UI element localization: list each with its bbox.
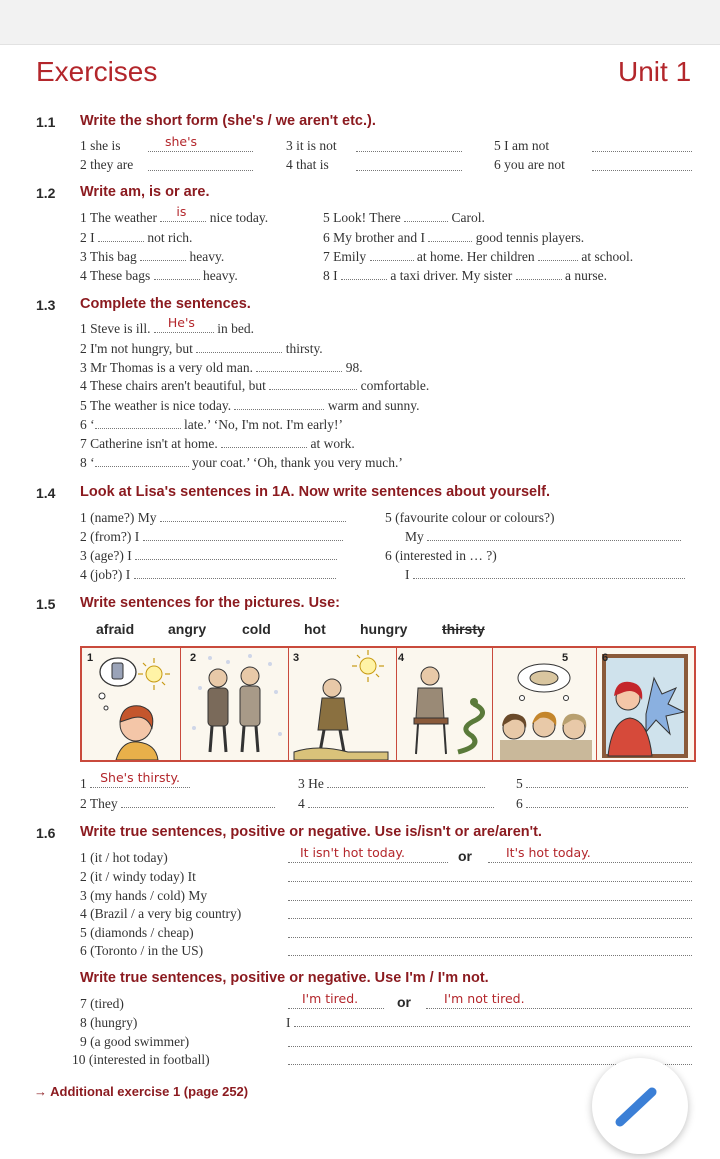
hungry-people-illustration	[492, 648, 596, 760]
section-heading-1-6b: Write true sentences, positive or negative. Use I'm / I'm not.	[80, 970, 489, 986]
thirsty-woman-illustration	[82, 648, 180, 760]
word-hot: hot	[304, 621, 326, 637]
section-heading-1-4: Look at Lisa's sentences in 1A. Now write sentences about yourself.	[80, 484, 550, 500]
answer-blank[interactable]	[196, 341, 282, 353]
answer-blank[interactable]	[154, 268, 200, 280]
answer-blank[interactable]	[356, 170, 462, 171]
item-1-2-3: 3 This bag heavy.	[80, 249, 225, 264]
answer-blank[interactable]	[428, 230, 472, 242]
item-1-4-6: 6 (interested in … ?)	[385, 548, 497, 563]
answer-blank[interactable]	[148, 170, 253, 171]
item-1-6-6: 6 (Toronto / in the US)	[80, 943, 204, 958]
item-1-3-2: 2 I'm not hungry, but thirsty.	[80, 341, 323, 356]
handwritten-answer: she's	[165, 134, 198, 149]
answer-blank[interactable]	[148, 151, 253, 152]
answer-blank[interactable]	[288, 881, 692, 882]
section-heading-1-3: Complete the sentences.	[80, 296, 251, 312]
item-1-6-9: 9 (a good swimmer)	[80, 1034, 190, 1049]
item-1-6-3: 3 (my hands / cold) My	[80, 888, 208, 903]
section-heading-1-5: Write sentences for the pictures. Use:	[80, 595, 341, 611]
handwritten-answer: I'm not tired.	[444, 991, 525, 1006]
word-angry: angry	[168, 621, 207, 637]
item-1-4-6-line: I	[405, 567, 685, 583]
item-1-3-3: 3 Mr Thomas is a very old man. 98.	[80, 360, 363, 375]
answer-blank[interactable]	[488, 862, 692, 863]
section-heading-1-1: Write the short form (she's / we aren't etc.).	[80, 113, 376, 129]
answer-1-5-4: 4	[298, 796, 494, 812]
answer-blank[interactable]	[140, 249, 186, 261]
answer-blank[interactable]	[327, 776, 485, 788]
answer-blank[interactable]	[121, 796, 275, 808]
answer-blank[interactable]	[516, 268, 562, 280]
item-1-1-6: 6 you are not	[494, 157, 565, 172]
additional-exercise-link[interactable]: → Additional exercise 1 (page 252)	[34, 1084, 249, 1099]
angry-woman-illustration	[596, 648, 694, 760]
answer-blank[interactable]	[256, 360, 342, 372]
section-number-1-3: 1.3	[36, 297, 56, 313]
answer-blank[interactable]	[592, 151, 692, 152]
or-label: or	[397, 994, 411, 1010]
section-number-1-2: 1.2	[36, 185, 56, 201]
item-1-3-8: 8 ‘ your coat.’ ‘Oh, thank you very much.’	[80, 455, 403, 470]
item-1-6-1: 1 (it / hot today)	[80, 850, 168, 865]
item-1-3-5: 5 The weather is nice today. warm and sunny.	[80, 398, 420, 413]
answer-blank[interactable]	[356, 151, 462, 152]
word-afraid: afraid	[96, 621, 135, 637]
answer-1-5-5: 5	[516, 776, 688, 792]
answer-blank[interactable]	[288, 1008, 384, 1009]
answer-blank[interactable]	[90, 770, 190, 788]
answer-blank[interactable]	[288, 937, 692, 938]
handwritten-answer: He's	[167, 315, 195, 330]
picture-4: 4	[396, 648, 493, 760]
answer-blank[interactable]	[95, 455, 189, 467]
item-1-6-4: 4 (Brazil / a very big country)	[80, 906, 242, 921]
word-cold: cold	[242, 621, 271, 637]
answer-blank[interactable]	[154, 315, 214, 333]
answer-blank[interactable]	[294, 1015, 690, 1027]
or-label: or	[458, 848, 472, 864]
answer-1-5-3: 3 He	[298, 776, 485, 792]
answer-blank[interactable]	[592, 170, 692, 171]
item-1-1-4: 4 that is	[286, 157, 329, 172]
answer-blank[interactable]	[288, 862, 448, 863]
afraid-person-illustration	[396, 648, 492, 760]
item-1-1-3: 3 it is not	[286, 138, 337, 153]
answer-blank[interactable]	[95, 417, 181, 429]
item-1-3-7: 7 Catherine isn't at home. at work.	[80, 436, 355, 451]
item-1-4-1: 1 (name?) My	[80, 510, 346, 526]
item-1-6-8-line: I	[286, 1015, 690, 1031]
section-number-1-4: 1.4	[36, 485, 56, 501]
handwritten-answer: is	[176, 204, 187, 219]
item-1-2-4: 4 These bags heavy.	[80, 268, 238, 283]
answer-blank[interactable]	[234, 398, 324, 410]
answer-blank[interactable]	[135, 548, 337, 560]
item-1-2-5: 5 Look! There Carol.	[323, 210, 485, 225]
section-number-1-1: 1.1	[36, 114, 56, 130]
answer-1-5-2: 2 They	[80, 796, 275, 812]
item-1-2-6: 6 My brother and I good tennis players.	[323, 230, 585, 245]
picture-2: 2	[180, 648, 289, 760]
item-1-1-5: 5 I am not	[494, 138, 550, 153]
item-1-6-2: 2 (it / windy today) It	[80, 869, 196, 884]
answer-blank[interactable]	[538, 249, 578, 261]
word-hungry: hungry	[360, 621, 408, 637]
word-thirsty: thirsty	[442, 621, 485, 637]
section-heading-1-2: Write am, is or are.	[80, 184, 210, 200]
answer-blank[interactable]	[413, 567, 685, 579]
item-1-4-5: 5 (favourite colour or colours?)	[385, 510, 555, 525]
answer-blank[interactable]	[143, 529, 343, 541]
handwritten-answer: She's thirsty.	[100, 770, 181, 785]
answer-1-5-6: 6	[516, 796, 688, 812]
cold-people-illustration	[180, 648, 288, 760]
picture-5: 5	[492, 648, 597, 760]
answer-blank[interactable]	[404, 210, 448, 222]
item-1-3-6: 6 ‘ late.’ ‘No, I'm not. I'm early!’	[80, 417, 344, 432]
answer-blank[interactable]	[427, 529, 681, 541]
answer-blank[interactable]	[98, 230, 144, 242]
answer-blank[interactable]	[160, 204, 206, 222]
page-title: Exercises	[36, 56, 158, 87]
section-number-1-6: 1.6	[36, 825, 56, 841]
picture-1: 1	[82, 648, 181, 760]
item-1-4-2: 2 (from?) I	[80, 529, 343, 545]
item-1-2-2: 2 I not rich.	[80, 230, 193, 245]
handwritten-answer: It isn't hot today.	[300, 845, 405, 860]
item-1-3-4: 4 These chairs aren't beautiful, but comfortable.	[80, 378, 430, 393]
item-1-4-4: 4 (job?) I	[80, 567, 336, 583]
edit-fab-button[interactable]	[592, 1058, 688, 1154]
item-1-6-5: 5 (diamonds / cheap)	[80, 925, 194, 940]
item-1-6-8: 8 (hungry)	[80, 1015, 138, 1030]
item-1-2-7: 7 Emily at home. Her children at school.	[323, 249, 634, 264]
item-1-6-7: 7 (tired)	[80, 996, 124, 1011]
answer-blank[interactable]	[370, 249, 414, 261]
item-1-2-8: 8 I a taxi driver. My sister a nurse.	[323, 268, 607, 283]
arrow-icon: →	[34, 1084, 47, 1099]
answer-blank[interactable]	[288, 1046, 692, 1047]
item-1-4-3: 3 (age?) I	[80, 548, 337, 564]
answer-blank[interactable]	[426, 1008, 692, 1009]
unit-label: Unit 1	[618, 56, 692, 87]
hot-man-illustration	[288, 648, 396, 760]
pencil-icon	[592, 1058, 688, 1154]
answer-blank[interactable]	[221, 436, 307, 448]
picture-6: 6	[596, 648, 694, 760]
picture-3: 3	[288, 648, 397, 760]
answer-blank[interactable]	[288, 918, 692, 919]
item-1-1-2: 2 they are	[80, 157, 134, 172]
answer-blank[interactable]	[269, 378, 357, 390]
answer-blank[interactable]	[288, 900, 692, 901]
handwritten-answer: I'm tired.	[302, 991, 359, 1006]
item-1-4-5-line: My	[405, 529, 681, 545]
item-1-3-1: 1 Steve is ill. He's in bed.	[80, 315, 254, 336]
answer-blank[interactable]	[308, 796, 494, 808]
answer-blank[interactable]	[160, 510, 346, 522]
item-1-2-1: 1 The weather is nice today.	[80, 204, 269, 225]
answer-blank[interactable]	[526, 796, 688, 808]
section-heading-1-6: Write true sentences, positive or negative. Use is/isn't or are/aren't.	[80, 824, 542, 840]
top-bar	[0, 0, 720, 45]
handwritten-answer: It's hot today.	[506, 845, 591, 860]
picture-strip	[80, 646, 696, 762]
answer-blank[interactable]	[134, 567, 336, 579]
answer-1-5-1: 1 She's thirsty.	[80, 776, 190, 792]
answer-blank[interactable]	[288, 955, 692, 956]
answer-blank[interactable]	[526, 776, 688, 788]
section-number-1-5: 1.5	[36, 596, 56, 612]
answer-blank[interactable]	[341, 268, 387, 280]
item-1-1-1: 1 she is	[80, 138, 121, 153]
item-1-6-10: 10 (interested in football)	[72, 1052, 210, 1067]
